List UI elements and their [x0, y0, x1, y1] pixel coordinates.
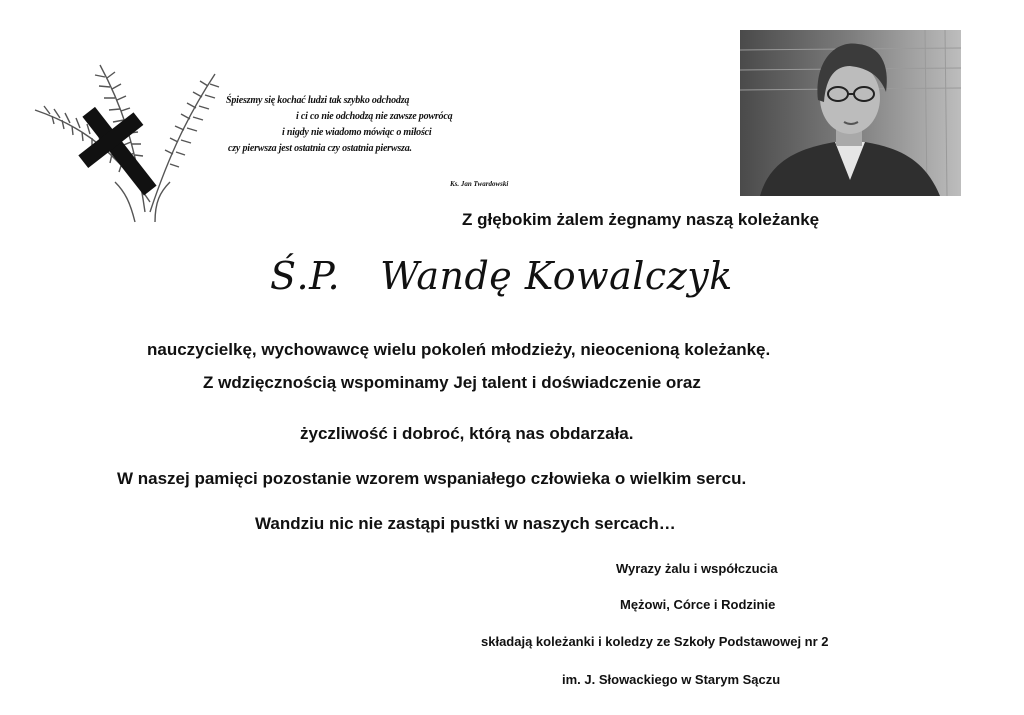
quote-block — [226, 93, 556, 157]
condolence-line: składają koleżanki i koledzy ze Szkoły Podstawowej nr 2 — [481, 634, 829, 649]
quote-line: czy pierwsza jest ostatnia czy ostatnia pierwsza. — [228, 143, 412, 154]
heading: Z głębokim żalem żegnamy naszą koleżankę — [462, 210, 820, 229]
full-name: Wandę Kowalczyk — [380, 254, 733, 298]
body-line: W naszej pamięci pozostanie wzorem wspaniałego człowieka o wielkim sercu. — [117, 469, 747, 488]
quote-author: Ks. Jan Twardowski — [450, 180, 509, 188]
body-line: nauczycielkę, wychowawcę wielu pokoleń młodzieży, nieocenioną koleżankę. — [147, 340, 771, 359]
deceased-name — [270, 254, 733, 298]
name-prefix: Ś.P. — [270, 254, 341, 298]
body-line: Z wdzięcznością wspominamy Jej talent i doświadczenie oraz — [203, 373, 701, 392]
portrait-photo — [740, 30, 961, 196]
body-line: Wandziu nic nie zastąpi pustki w naszych sercach… — [255, 514, 676, 533]
body-line: życzliwość i dobroć, którą nas obdarzała. — [300, 424, 634, 443]
quote-line: i nigdy nie wiadomo mówiąc o miłości — [282, 127, 432, 138]
condolence-line: Wyrazy żalu i współczucia — [616, 561, 778, 576]
condolence-line: im. J. Słowackiego w Starym Sączu — [562, 672, 781, 687]
quote-line: Śpieszmy się kochać ludzi tak szybko odchodzą — [226, 95, 410, 106]
cross-with-ferns-icon — [30, 62, 225, 227]
condolence-line: Mężowi, Córce i Rodzinie — [620, 597, 776, 612]
quote-line: i ci co nie odchodzą nie zawsze powrócą — [296, 111, 453, 122]
